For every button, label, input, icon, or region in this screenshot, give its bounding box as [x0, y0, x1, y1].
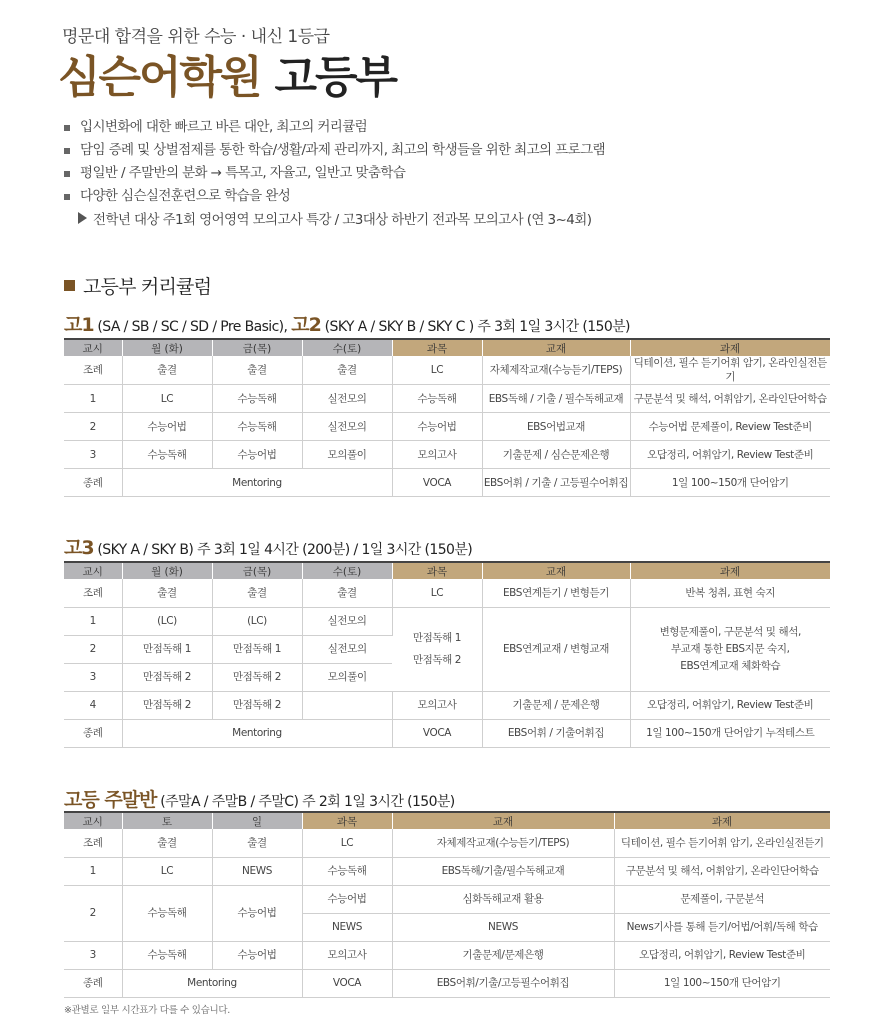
column-header: 교재 [392, 813, 614, 829]
column-header: 금(목) [212, 340, 302, 356]
table2-title [64, 533, 472, 560]
table-row [64, 829, 830, 857]
table-cell: 출결 [122, 356, 212, 385]
column-header: 교시 [64, 340, 122, 356]
list-item-text: 입시변화에 대한 빠르고 바른 대안, 최고의 커리큘럼 [80, 119, 368, 135]
table-row [64, 885, 830, 913]
column-header: 교재 [482, 340, 630, 356]
table-row [64, 691, 830, 719]
subject-line: 만점독해 2 [412, 654, 462, 666]
table-cell: 오답정리, 어휘암기, Review Test준비 [630, 691, 830, 719]
column-header: 수(토) [302, 563, 392, 579]
column-header: 과목 [392, 340, 482, 356]
brand-name: 심슨어학원 [58, 52, 261, 103]
table-cell: 조례 [64, 579, 122, 607]
table-cell: (LC) [122, 607, 212, 635]
table-cell: 3 [64, 941, 122, 969]
column-header: 과목 [302, 813, 392, 829]
arrow-right-icon [78, 212, 87, 224]
table-row [64, 579, 830, 607]
table-cell: 출결 [302, 356, 392, 385]
table-cell: 오답정리, 어휘암기, Review Test준비 [630, 441, 830, 469]
table-row [64, 969, 830, 997]
table-cell: 종례 [64, 469, 122, 497]
table-cell: 자체제작교재(수능듣기/TEPS) [392, 829, 614, 857]
class-list: (SA / SB / SC / SD / Pre Basic), [93, 319, 292, 335]
table-cell: 수능독해 [122, 441, 212, 469]
table-row [64, 469, 830, 497]
table-cell: 기출문제 / 심슨문제은행 [482, 441, 630, 469]
table-cell: VOCA [302, 969, 392, 997]
curriculum-table-1 [64, 340, 831, 497]
column-header: 과목 [392, 563, 482, 579]
bullet-icon [64, 194, 70, 200]
table-cell: 수능어법 문제풀이, Review Test준비 [630, 413, 830, 441]
section-heading-text: 고등부 커리큘럼 [83, 276, 212, 298]
table-cell: 4 [64, 691, 122, 719]
column-header: 월 (화) [122, 340, 212, 356]
table-cell: EBS어휘/기출/고등필수어휘집 [392, 969, 614, 997]
list-item [64, 116, 605, 139]
table-header-row [64, 813, 830, 829]
table-cell: 만점독해 2 [122, 691, 212, 719]
column-header: 월 (화) [122, 563, 212, 579]
table-cell: 반복 청취, 표현 숙지 [630, 579, 830, 607]
table-row [64, 413, 830, 441]
page-title [58, 50, 396, 106]
table-cell: 2 [64, 635, 122, 663]
column-header: 일 [212, 813, 302, 829]
table-cell: 조례 [64, 829, 122, 857]
table-cell: EBS연계듣기 / 변형듣기 [482, 579, 630, 607]
table-cell: 1 [64, 857, 122, 885]
table-cell: 기출문제/문제은행 [392, 941, 614, 969]
table-cell: 오답정리, 어휘암기, Review Test준비 [614, 941, 830, 969]
table-cell: 수능독해 [392, 385, 482, 413]
table-row [64, 719, 830, 747]
table1-title [64, 310, 630, 337]
mock-exam-note [78, 208, 591, 228]
column-header: 교시 [64, 813, 122, 829]
table-cell [302, 691, 392, 719]
table-cell: NEWS [392, 913, 614, 941]
table-cell: 3 [64, 663, 122, 691]
table-row [64, 857, 830, 885]
subtitle: 명문대 합격을 위한 수능 · 내신 1등급 [62, 27, 330, 47]
column-header: 금(목) [212, 563, 302, 579]
table-cell: EBS어법교재 [482, 413, 630, 441]
table-cell: 수능어법 [212, 885, 302, 941]
table-cell: 딕테이션, 필수 듣기어휘 암기, 온라인실전듣기 [614, 829, 830, 857]
table-cell: 딕테이션, 필수 듣기어휘 암기, 온라인실전듣기 [630, 356, 830, 385]
table-row [64, 385, 830, 413]
grade-label: 고2 [291, 314, 321, 336]
table-cell: VOCA [392, 719, 482, 747]
table-cell: 3 [64, 441, 122, 469]
task-line: EBS연계교재 체화학습 [680, 659, 781, 672]
table-row [64, 441, 830, 469]
table-cell: 출결 [302, 579, 392, 607]
curriculum-table-2 [64, 563, 831, 748]
schedule-text: (SKY A / SKY B / SKY C ) 주 3회 1일 3시간 (150분) [320, 319, 630, 335]
table-cell: 구문분석 및 해석, 어휘암기, 온라인단어학습 [614, 857, 830, 885]
table-cell: 조례 [64, 356, 122, 385]
column-header: 과제 [630, 340, 830, 356]
table-cell: 2 [64, 413, 122, 441]
list-item [64, 162, 605, 185]
table-cell: 모의고사 [392, 441, 482, 469]
grade-label: 고1 [64, 314, 94, 336]
table-cell: NEWS [302, 913, 392, 941]
subject-line: 만점독해 1 [412, 632, 462, 644]
table-cell: 만점독해 1 [212, 635, 302, 663]
class-label: 고등 주말반 [64, 789, 157, 811]
table-cell: Mentoring [122, 969, 302, 997]
table-cell: 1 [64, 385, 122, 413]
section-heading [64, 272, 211, 299]
table-cell: 모의고사 [392, 691, 482, 719]
column-header: 과제 [630, 563, 830, 579]
table-cell: 출결 [122, 579, 212, 607]
table-cell: 모의고사 [302, 941, 392, 969]
table-cell: 수능어법 [212, 941, 302, 969]
table-cell: 실전모의 [302, 385, 392, 413]
table-cell-merged: EBS연계교재 / 변형교재 [482, 607, 630, 691]
table-cell: NEWS [212, 857, 302, 885]
bullet-icon [64, 125, 70, 131]
footnote: ※관별로 일부 시간표가 다를 수 있습니다. [64, 1005, 231, 1016]
column-header: 교재 [482, 563, 630, 579]
table-cell-merged [392, 607, 482, 691]
table-cell: 수능어법 [302, 885, 392, 913]
schedule-text: (SKY A / SKY B) 주 3회 1일 4시간 (200분) / 1일 3시간 (150분) [93, 542, 473, 558]
bullet-icon [64, 148, 70, 154]
table-cell: 출결 [122, 829, 212, 857]
table-cell: 1일 100~150개 단어암기 누적테스트 [630, 719, 830, 747]
table-cell: EBS독해/기출/필수독해교재 [392, 857, 614, 885]
table-cell: 수능독해 [122, 941, 212, 969]
table-cell: 종례 [64, 719, 122, 747]
table-cell: 1일 100~150개 단어암기 [614, 969, 830, 997]
table-cell: 실전모의 [302, 607, 392, 635]
table-header-row [64, 340, 830, 356]
table-cell: Mentoring [122, 469, 392, 497]
table-cell: 모의풀이 [302, 663, 392, 691]
table-cell: 출결 [212, 356, 302, 385]
table-cell: 출결 [212, 579, 302, 607]
column-header: 과제 [614, 813, 830, 829]
task-line: 변형문제풀이, 구문분석 및 해석, [659, 625, 801, 638]
grade-label: 고3 [64, 537, 94, 559]
table-cell: 1일 100~150개 단어암기 [630, 469, 830, 497]
list-item [64, 185, 605, 208]
feature-list [64, 116, 605, 208]
table-cell: 수능어법 [392, 413, 482, 441]
list-item-text: 다양한 심슨실전훈련으로 학습을 완성 [80, 188, 291, 204]
table-cell: LC [302, 829, 392, 857]
schedule-text: (주말A / 주말B / 주말C) 주 2회 1일 3시간 (150분) [156, 794, 455, 810]
table-cell: 종례 [64, 969, 122, 997]
table-cell: LC [122, 385, 212, 413]
table-cell: 실전모의 [302, 413, 392, 441]
table-cell: 만점독해 2 [212, 663, 302, 691]
table-cell: 기출문제 / 문제은행 [482, 691, 630, 719]
table-cell: 모의풀이 [302, 441, 392, 469]
table-cell: Mentoring [122, 719, 392, 747]
table-cell: VOCA [392, 469, 482, 497]
table-cell: EBS어휘 / 기출어휘집 [482, 719, 630, 747]
list-item-text: 평일반 / 주말반의 분화 → 특목고, 자율고, 일반고 맞춤학습 [80, 165, 406, 181]
table-header-row [64, 563, 830, 579]
table-cell: 실전모의 [302, 635, 392, 663]
column-header: 교시 [64, 563, 122, 579]
table-cell: 수능독해 [212, 413, 302, 441]
table-cell: LC [122, 857, 212, 885]
table-cell: 2 [64, 885, 122, 941]
table-cell: 수능어법 [212, 441, 302, 469]
table-cell: 심화독해교재 활용 [392, 885, 614, 913]
table-cell: 수능독해 [212, 385, 302, 413]
square-icon [64, 280, 75, 291]
table-row [64, 356, 830, 385]
table-cell: 문제풀이, 구문분석 [614, 885, 830, 913]
table-row [64, 941, 830, 969]
table-cell: (LC) [212, 607, 302, 635]
table-cell-merged [630, 607, 830, 691]
table-cell: 수능어법 [122, 413, 212, 441]
department-name: 고등부 [274, 52, 397, 103]
table-row [64, 607, 830, 635]
list-item-text: 담임 증례 및 상벌점제를 통한 학습/생활/과제 관리까지, 최고의 학생들을 위한 최고의 프로그램 [80, 142, 605, 158]
task-line: 부교재 통한 EBS지문 숙지, [670, 642, 790, 655]
table-cell: LC [392, 356, 482, 385]
table-cell: 만점독해 2 [122, 663, 212, 691]
table-cell: 만점독해 1 [122, 635, 212, 663]
table-cell: News기사를 통해 듣기/어법/어휘/독해 학습 [614, 913, 830, 941]
table-cell: 수능독해 [122, 885, 212, 941]
table-cell: LC [392, 579, 482, 607]
table-cell: 1 [64, 607, 122, 635]
column-header: 수(토) [302, 340, 392, 356]
table-cell: 수능독해 [302, 857, 392, 885]
list-item [64, 139, 605, 162]
table-cell: 만점독해 2 [212, 691, 302, 719]
mock-exam-text: 전학년 대상 주1회 영어영역 모의고사 특강 / 고3대상 하반기 전과목 모의고사 (연 3~4회) [93, 212, 592, 228]
curriculum-table-3 [64, 813, 831, 998]
table-cell: 출결 [212, 829, 302, 857]
table-cell: EBS독해 / 기출 / 필수독해교재 [482, 385, 630, 413]
table-cell: 구문분석 및 해석, 어휘암기, 온라인단어학습 [630, 385, 830, 413]
column-header: 토 [122, 813, 212, 829]
table-cell: 자체제작교재(수능듣기/TEPS) [482, 356, 630, 385]
bullet-icon [64, 171, 70, 177]
table3-title [64, 785, 455, 812]
table-cell: EBS어휘 / 기출 / 고등필수어휘집 [482, 469, 630, 497]
